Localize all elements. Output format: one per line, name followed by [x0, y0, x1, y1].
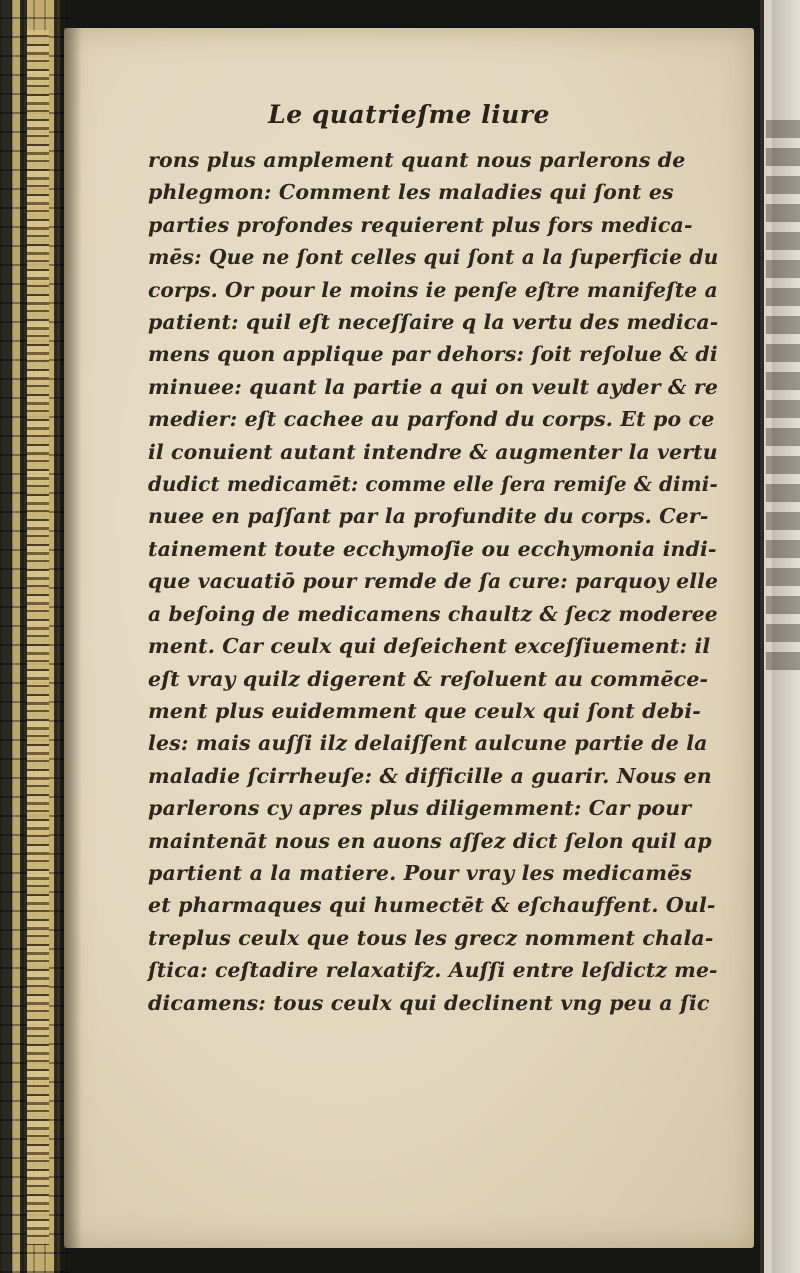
text-line: mens quon applique par dehors: ſoit reſolue & di — [148, 342, 718, 367]
facing-page-edge — [760, 0, 800, 1273]
text-line: treplus ceulx que tous les grecz nomment chala- — [148, 925, 714, 950]
text-line: dudict medicamēt: comme elle ſera remiſe & dimi- — [148, 472, 718, 497]
text-line: nuee en paſſant par la profundite du corps. Cer- — [148, 504, 709, 529]
text-line: mēs: Que ne ſont celles qui ſont a la ſuperficie du — [148, 245, 719, 270]
text-line: parlerons cy apres plus diligemment: Car pour — [148, 796, 692, 821]
text-line: il conuient autant intendre & augmenter la vertu — [148, 439, 718, 464]
text-line: corps. Or pour le moins ie penſe eſtre manifeſte a — [148, 277, 718, 302]
text-line: minuee: quant la partie a qui on veult ayder & re — [148, 374, 719, 399]
text-line: ment. Car ceulx qui deſeichent exceſſiuement: il — [148, 634, 711, 659]
text-line: a beſoing de medicamens chaultz & ſecz moderee — [148, 601, 718, 626]
text-line: dicamens: tous ceulx qui declinent vng peu a ſic — [148, 990, 710, 1015]
text-line: que vacuatiō pour remde de ſa cure: parquoy elle — [148, 569, 719, 594]
running-head: Le quatrieſme liure — [268, 100, 550, 129]
binding-ornament — [27, 30, 49, 1245]
text-line: partient a la matiere. Pour vray les medicamēs — [148, 860, 692, 885]
text-line: medier: eſt cachee au parfond du corps. Et po ce — [148, 407, 715, 432]
text-line: rons plus amplement quant nous parlerons de — [148, 148, 686, 172]
text-line: ſtica: ceſtadire relaxatifz. Auſſi entre leſdictz me- — [148, 958, 718, 983]
body-text — [148, 144, 718, 1019]
text-line: tainement toute ecchymoſie ou ecchymonia indi- — [148, 536, 717, 561]
text-line: les: mais auſſi ilz delaiſſent aulcune partie de la — [148, 731, 708, 756]
text-line: maintenāt nous en auons aſſez dict ſelon quil ap — [148, 828, 712, 853]
text-line: ment plus euidemment que ceulx qui ſont debi- — [148, 698, 701, 723]
book-binding — [0, 0, 70, 1273]
book-page — [64, 28, 754, 1248]
text-line: phlegmon: Comment les maladies qui ſont es — [148, 180, 674, 205]
text-line: et pharmaques qui humectēt & eſchauffent. Oul- — [148, 893, 716, 918]
text-line: eſt vray quilz digerent & reſoluent au commēce- — [148, 666, 709, 691]
text-line: maladie ſcirrheuſe: & difficille a guarir. Nous en — [148, 763, 712, 788]
text-line: patient: quil eſt neceſſaire q la vertu des medica- — [148, 310, 719, 335]
text-line: parties profondes requierent plus fors medica- — [148, 212, 693, 237]
